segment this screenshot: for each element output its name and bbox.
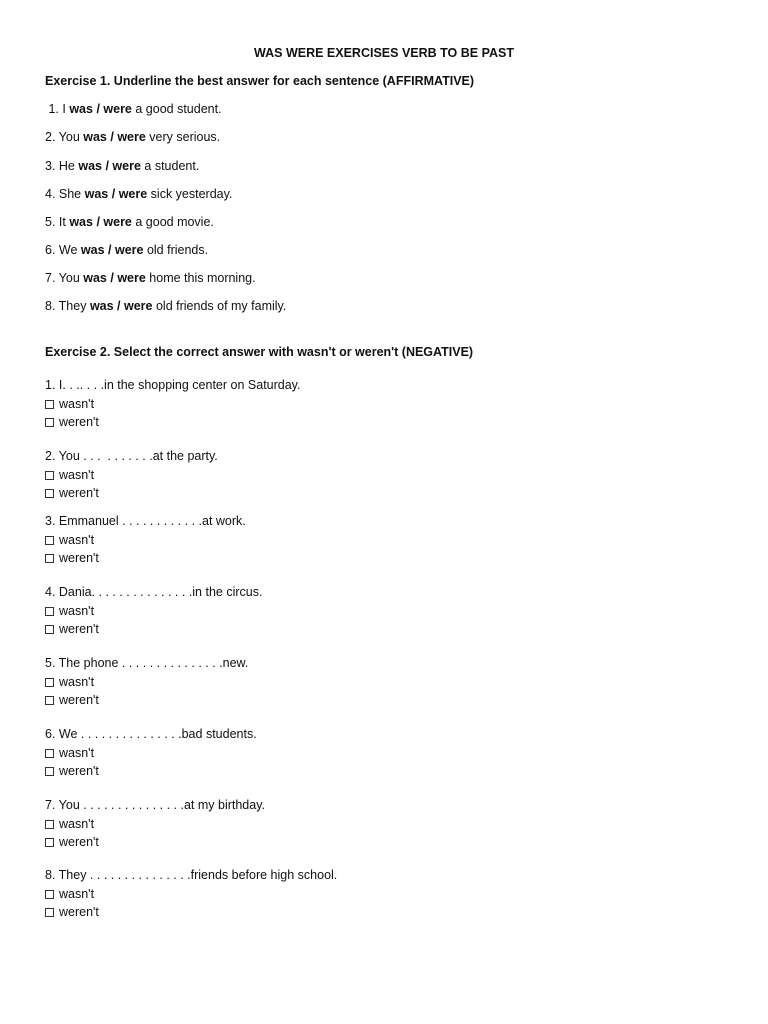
worksheet-title: WAS WERE EXERCISES VERB TO BE PAST [254,46,514,60]
exercise1-item [45,159,199,173]
sentence-text: / [106,130,118,144]
sentence-text: a good movie. [131,215,214,229]
option-werent[interactable] [45,835,99,849]
option-label: wasn't [59,675,95,689]
answer-choice[interactable]: were [124,299,153,313]
exercise2-question: 8. They . . . . . . . . . . . . . . .friends before high school. [45,868,338,882]
option-label: weren't [59,905,99,919]
sentence-text: 6. We [45,243,81,257]
exercise1-item [45,102,222,116]
option-label: wasn't [59,746,95,760]
exercise1-item [45,187,232,201]
answer-choice[interactable]: was [84,187,109,201]
option-werent[interactable] [45,551,99,565]
exercise1-item [45,130,220,144]
sentence-text: / [108,187,119,201]
sentence-text: 2. You [45,130,84,144]
sentence-text: old friends of my family. [152,299,287,313]
answer-choice[interactable]: were [117,130,146,144]
option-label: wasn't [59,887,95,901]
option-label: weren't [59,835,99,849]
answer-choice[interactable]: was [89,299,114,313]
option-wasnt[interactable] [45,604,94,618]
checkbox-icon[interactable] [45,696,54,705]
option-werent[interactable] [45,622,99,636]
sentence-text: a student. [140,159,200,173]
exercise2-question: 1. I. . .. . . .in the shopping center on Saturday. [45,378,301,392]
sentence-text: 3. He [45,159,79,173]
option-label: weren't [59,415,99,429]
answer-choice[interactable]: were [103,215,132,229]
answer-choice[interactable]: was [69,215,93,229]
answer-choice[interactable]: was [80,243,105,257]
option-label: weren't [59,693,99,707]
sentence-text: very serious. [145,130,221,144]
option-wasnt[interactable] [45,533,94,547]
sentence-text: 5. It [45,215,70,229]
checkbox-icon[interactable] [45,625,54,634]
exercise2-question: 7. You . . . . . . . . . . . . . . .at my birthday. [45,798,266,812]
sentence-text: / [113,299,124,313]
checkbox-icon[interactable] [45,607,54,616]
answer-choice[interactable]: was [78,159,102,173]
option-label: wasn't [59,604,95,618]
option-label: wasn't [59,397,95,411]
answer-choice[interactable]: were [103,102,132,116]
option-label: wasn't [59,468,95,482]
checkbox-icon[interactable] [45,536,54,545]
checkbox-icon[interactable] [45,400,54,409]
option-wasnt[interactable] [45,468,94,482]
exercise2-question: 6. We . . . . . . . . . . . . . . .bad students. [45,727,257,741]
sentence-text: / [102,159,113,173]
sentence-text: / [92,102,104,116]
answer-choice[interactable]: were [118,187,148,201]
checkbox-icon[interactable] [45,820,54,829]
answer-choice[interactable]: were [112,159,141,173]
sentence-text: 7. You [45,271,84,285]
checkbox-icon[interactable] [45,908,54,917]
exercise1-item [45,215,214,229]
answer-choice[interactable]: was [83,271,107,285]
checkbox-icon[interactable] [45,471,54,480]
answer-choice[interactable]: was [83,130,107,144]
option-label: wasn't [59,817,95,831]
option-wasnt[interactable] [45,887,94,901]
exercise2-question: 2. You . . . . . . . . . .at the party. [45,449,218,463]
sentence-text: 8. They [45,299,90,313]
exercise2-question: 4. Dania. . . . . . . . . . . . . . .in the circus. [45,585,263,599]
option-label: weren't [59,486,99,500]
sentence-text: / [104,243,115,257]
sentence-text: / [106,271,118,285]
option-wasnt[interactable] [45,746,94,760]
checkbox-icon[interactable] [45,838,54,847]
checkbox-icon[interactable] [45,767,54,776]
sentence-text: a good student. [131,102,222,116]
checkbox-icon[interactable] [45,489,54,498]
sentence-text: 1. I [45,102,70,116]
option-werent[interactable] [45,486,99,500]
sentence-text: sick yesterday. [147,187,233,201]
sentence-text: home this morning. [145,271,256,285]
answer-choice[interactable]: were [114,243,144,257]
exercise1-heading: Exercise 1. Underline the best answer for each sentence (AFFIRMATIVE) [45,74,475,88]
option-label: weren't [59,551,99,565]
option-werent[interactable] [45,693,99,707]
sentence-text: / [92,215,104,229]
option-label: weren't [59,622,99,636]
exercise1-item [45,271,256,285]
checkbox-icon[interactable] [45,554,54,563]
exercise2-heading: Exercise 2. Select the correct answer with wasn't or weren't (NEGATIVE) [45,345,474,359]
sentence-text: old friends. [143,243,209,257]
answer-choice[interactable]: was [69,102,93,116]
option-label: wasn't [59,533,95,547]
answer-choice[interactable]: were [117,271,146,285]
exercise2-question: 3. Emmanuel . . . . . . . . . . . .at work. [45,514,246,528]
checkbox-icon[interactable] [45,418,54,427]
exercise1-item [45,299,286,313]
option-wasnt[interactable] [45,397,94,411]
option-werent[interactable] [45,905,99,919]
checkbox-icon[interactable] [45,890,54,899]
exercise2-question: 5. The phone . . . . . . . . . . . . . . .new. [45,656,249,670]
sentence-text: 4. She [45,187,85,201]
checkbox-icon[interactable] [45,678,54,687]
exercise1-item [45,243,208,257]
option-werent[interactable] [45,764,99,778]
option-wasnt[interactable] [45,817,94,831]
option-wasnt[interactable] [45,675,94,689]
option-label: weren't [59,764,99,778]
option-werent[interactable] [45,415,99,429]
checkbox-icon[interactable] [45,749,54,758]
